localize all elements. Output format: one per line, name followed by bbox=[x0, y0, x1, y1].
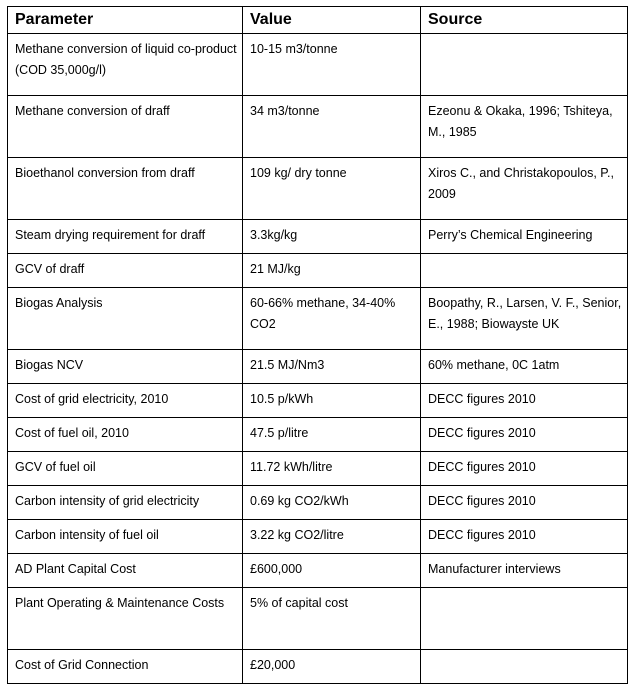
header-value: Value bbox=[243, 7, 421, 34]
table-row bbox=[8, 158, 628, 220]
value-cell: 5% of capital cost bbox=[243, 588, 421, 650]
table-row bbox=[8, 254, 628, 288]
table-row bbox=[8, 650, 628, 684]
table-header bbox=[8, 7, 628, 34]
parameter-cell: Cost of grid electricity, 2010 bbox=[8, 384, 243, 418]
parameter-cell: Bioethanol conversion from draff bbox=[8, 158, 243, 220]
parameters-table bbox=[7, 6, 628, 684]
source-cell bbox=[421, 588, 628, 650]
value-cell: £600,000 bbox=[243, 554, 421, 588]
source-cell: DECC figures 2010 bbox=[421, 418, 628, 452]
value-cell: 11.72 kWh/litre bbox=[243, 452, 421, 486]
parameter-cell: Biogas Analysis bbox=[8, 288, 243, 350]
value-cell: 3.22 kg CO2/litre bbox=[243, 520, 421, 554]
value-cell: £20,000 bbox=[243, 650, 421, 684]
source-cell: Boopathy, R., Larsen, V. F., Senior, E., 1988; Biowayste UK bbox=[421, 288, 628, 350]
parameter-cell: Cost of fuel oil, 2010 bbox=[8, 418, 243, 452]
table-row bbox=[8, 554, 628, 588]
table-body bbox=[8, 34, 628, 684]
value-cell: 21.5 MJ/Nm3 bbox=[243, 350, 421, 384]
source-cell: Ezeonu & Okaka, 1996; Tshiteya, M., 1985 bbox=[421, 96, 628, 158]
table-row bbox=[8, 96, 628, 158]
parameter-cell: Steam drying requirement for draff bbox=[8, 220, 243, 254]
source-cell: Manufacturer interviews bbox=[421, 554, 628, 588]
table-row bbox=[8, 486, 628, 520]
header-parameter: Parameter bbox=[8, 7, 243, 34]
value-cell: 10-15 m3/tonne bbox=[243, 34, 421, 96]
source-cell bbox=[421, 254, 628, 288]
parameter-cell: GCV of draff bbox=[8, 254, 243, 288]
parameter-cell: AD Plant Capital Cost bbox=[8, 554, 243, 588]
value-cell: 10.5 p/kWh bbox=[243, 384, 421, 418]
source-cell: DECC figures 2010 bbox=[421, 486, 628, 520]
value-cell: 109 kg/ dry tonne bbox=[243, 158, 421, 220]
parameter-cell: Plant Operating & Maintenance Costs bbox=[8, 588, 243, 650]
value-cell: 47.5 p/litre bbox=[243, 418, 421, 452]
source-cell bbox=[421, 650, 628, 684]
table-row bbox=[8, 34, 628, 96]
source-cell: Perry’s Chemical Engineering bbox=[421, 220, 628, 254]
source-cell: 60% methane, 0C 1atm bbox=[421, 350, 628, 384]
parameter-cell: GCV of fuel oil bbox=[8, 452, 243, 486]
parameter-cell: Methane conversion of draff bbox=[8, 96, 243, 158]
value-cell: 3.3kg/kg bbox=[243, 220, 421, 254]
source-cell: Xiros C., and Christakopoulos, P., 2009 bbox=[421, 158, 628, 220]
table-row bbox=[8, 520, 628, 554]
source-cell bbox=[421, 34, 628, 96]
source-cell: DECC figures 2010 bbox=[421, 384, 628, 418]
source-cell: DECC figures 2010 bbox=[421, 520, 628, 554]
table-row bbox=[8, 588, 628, 650]
parameter-cell: Carbon intensity of grid electricity bbox=[8, 486, 243, 520]
parameter-cell: Methane conversion of liquid co-product (COD 35,000g/l) bbox=[8, 34, 243, 96]
value-cell: 21 MJ/kg bbox=[243, 254, 421, 288]
table-row bbox=[8, 288, 628, 350]
table-row bbox=[8, 350, 628, 384]
table-row bbox=[8, 220, 628, 254]
table-row bbox=[8, 452, 628, 486]
table-row bbox=[8, 384, 628, 418]
header-source: Source bbox=[421, 7, 628, 34]
table-row bbox=[8, 418, 628, 452]
value-cell: 60-66% methane, 34-40% CO2 bbox=[243, 288, 421, 350]
value-cell: 0.69 kg CO2/kWh bbox=[243, 486, 421, 520]
parameter-cell: Biogas NCV bbox=[8, 350, 243, 384]
parameter-cell: Carbon intensity of fuel oil bbox=[8, 520, 243, 554]
source-cell: DECC figures 2010 bbox=[421, 452, 628, 486]
value-cell: 34 m3/tonne bbox=[243, 96, 421, 158]
parameter-cell: Cost of Grid Connection bbox=[8, 650, 243, 684]
header-row bbox=[8, 7, 628, 34]
